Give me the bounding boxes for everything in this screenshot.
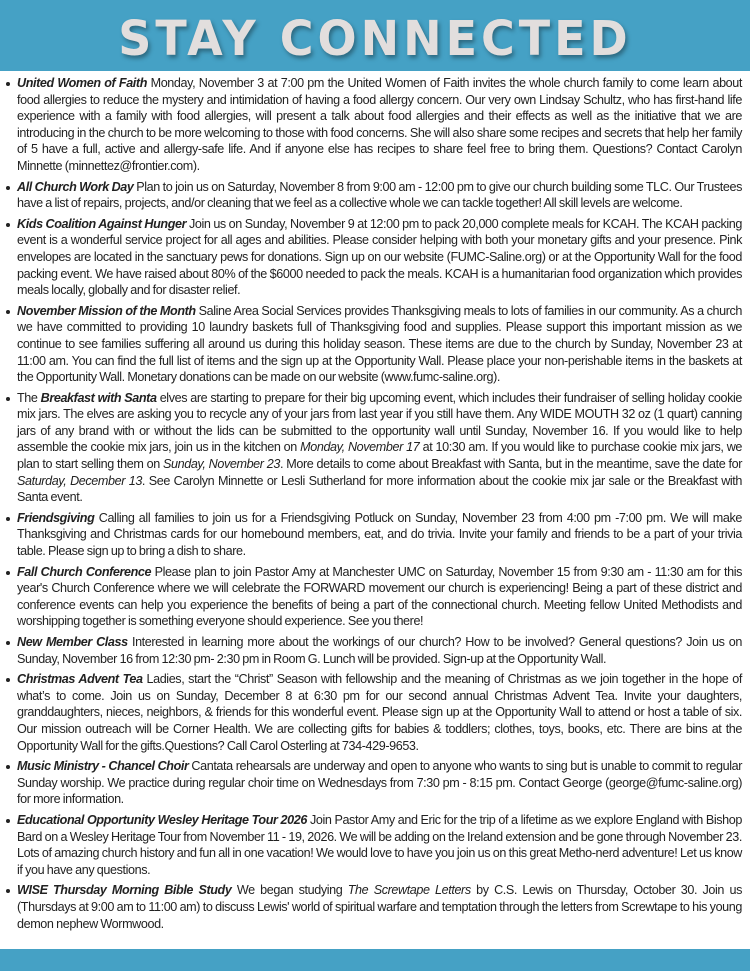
item-title: Fall Church Conference (17, 564, 152, 579)
announcement-item (17, 179, 742, 212)
item-title: November Mission of the Month (17, 303, 196, 318)
item-title: WISE Thursday Morning Bible Study (17, 883, 232, 898)
item-text: Calling all families to join us for a Friendsgiving Potluck on Sunday, November 23 from 4:00 pm -7:00 pm. We will make Thanksgiving and Christmas cards for our homebound members, eat, and do trivia. Invite your family and friends to be a part of your trivia table. Please sign up to bring a dish to share. (17, 510, 742, 559)
item-text: We began studying (231, 883, 348, 898)
item-prefix: The (17, 390, 41, 405)
item-text: . See Carolyn Minnette or Lesli Sutherland for more information about the cookie mix jar sale or the Breakfast with Santa event. (17, 473, 742, 505)
item-text: Please plan to join Pastor Amy at Manchester UMC on Saturday, November 15 from 9:30 am - 11:30 am for this year's Church Conference where we will celebrate the FORWARD movement our church is experiencing! Being a part of these district and conference events can help you experience the benefits of being a part of the connectional church. Meeting fellow United Methodists and worshipping together is something everyone should experience. See you there! (17, 564, 742, 629)
page-title: STAY CONNECTED (118, 9, 632, 66)
item-text: Interested in learning more about the workings of our church? How to be involved? General questions? Join us on Sunday, November 16 from 12:30 pm- 2:30 pm in Room G. Lunch will be provided. Sign-up at the Opportunity Wall. (17, 635, 743, 666)
item-title: Friendsgiving (17, 510, 95, 525)
footer-band (0, 949, 750, 971)
announcement-item (17, 216, 742, 299)
item-title: Music Ministry - Chancel Choir (17, 759, 189, 774)
item-title: Kids Coalition Against Hunger (17, 216, 187, 231)
item-text: . More details to come about Breakfast with Santa, but in the meantime, save the date for (279, 457, 743, 472)
announcement-item (17, 882, 742, 932)
announcement-item (17, 758, 742, 808)
item-emphasis: The Screwtape Letters (347, 883, 471, 898)
item-text: Cantata rehearsals are underway and open to anyone who wants to sing but is unable to commit to regular Sunday worship. We practice during regular choir time on Wednesdays from 7:30 pm - 8:15 pm. Contact George (george@fumc-saline.org) for more information. (17, 759, 742, 807)
item-title: Christmas Advent Tea (17, 672, 143, 687)
item-emphasis: Saturday, December 13 (17, 473, 142, 488)
item-emphasis: Monday, November 17 (300, 440, 420, 455)
item-text: by C.S. Lewis on Thursday, October 30. Join us (Thursdays at 9:00 am to 11:00 am) to discuss Lewis' world of spiritual warfare and temptation through the letters from Screwtape to his young demon nephew Wormwood. (17, 883, 742, 931)
item-text: Join Pastor Amy and Eric for the trip of a lifetime as we explore England with Bishop Bard on a Wesley Heritage Tour from November 11 - 19, 2026. We will be adding on the Ireland extension and be gone through November 23. Lots of amazing church history and fun all in one vacation! We would love to have you join us on this great Metho-nerd adventure! Let us know if you have any questions. (17, 812, 742, 877)
item-text: Monday, November 3 at 7:00 pm the United Women of Faith invites the whole church family to come learn about food allergies to reduce the mystery and intimidation of having a food allergy concern. Our very own Lindsay Schultz, who has first-hand life experience with a family with food allergies, will present a talk about food allergies and their effects as well as the initiative that we are introducing in the church to be more welcoming to those with food concerns. She will also share some recipes and secrets that help her family of 5 have a full, active and allergy-safe life. And if anyone else has recipes to share feel free to bring them. Questions? Contact Carolyn Minnette (minnettez@frontier.com). (17, 76, 742, 173)
announcement-item (17, 671, 742, 754)
announcement-item (17, 564, 742, 630)
item-text: Plan to join us on Saturday, November 8 from 9:00 am - 12:00 pm to give our church building some TLC. Our Trustees have a list of repairs, projects, and/or cleaning that we feel as a collective whole we can tackle together! All skill levels are welcome. (17, 179, 743, 211)
item-text: Ladies, start the “Christ” Season with fellowship and the meaning of Christmas as we join together in the hope of what’s to come. Join us on Sunday, December 8 at 6:30 pm for our second annual Christmas Advent Tea. Invite your daughters, granddaughters, nieces, neighbors, & friends for this wonderful event. Please sign up at the Opportunity Wall to attend or host a table of six. Our mission outreach will be Corner Health. We are collecting gifts for babies & toddlers; clothes, toys, books, etc. There are bins at the Opportunity Wall for the gifts.Questions? Call Carol Osterling at 734-429-9653. (17, 672, 742, 753)
item-text: elves are starting to prepare for their big upcoming event, which includes their fundraiser of selling holiday cookie mix jars. The elves are asking you to recycle any of your jars from last year if you still have them. Any WIDE MOUTH 32 oz (1 quart) canning jars of any brand with or without the lids can be submitted to the opportunity wall until Sunday, November 16. If you would like to help assemble the cookie mix jars, join us in the kitchen on (17, 390, 742, 455)
announcement-item (17, 303, 742, 386)
item-text: Saline Area Social Services provides Thanksgiving meals to lots of families in our community. As a church we have committed to providing 10 laundry baskets full of Thanksgiving food and supplies. Please support this important mission as we continue to see families suffering all around us during this holiday season. These items are due to the church by Sunday, November 23 at 11:00 am. You can find the full list of items and the sign up at the Opportunity Wall. Please place your non-perishable items in the baskets at the Opportunity Wall. Monetary donations can be made on our website (www.fumc-saline.org). (17, 303, 742, 385)
announcement-item (17, 812, 742, 878)
item-text: Join us on Sunday, November 9 at 12:00 pm to pack 20,000 complete meals for KCAH. The KCAH packing event is a wonderful service project for all ages and abilities. Please consider helping with both your monetary gifts and your presence. Pink envelopes are located in the sanctuary pews for donations. Sign up on our website (FUMC-Saline.org) or at the Opportunity Wall for the food packing event. We have raised about 80% of the $6000 needed to pack the meals. KCAH is a humanitarian food organization which provides meals locally, globally and for disaster relief. (17, 216, 742, 298)
item-title: Educational Opportunity Wesley Heritage Tour 2026 (17, 812, 307, 827)
item-title: Breakfast with Santa (40, 390, 157, 405)
item-text: at 10:30 am. If you would like to purchase cookie mix jars, we plan to start selling them on (17, 440, 742, 472)
announcement-item (17, 510, 742, 560)
announcement-item (17, 390, 742, 506)
item-title: New Member Class (17, 635, 128, 649)
header-banner (0, 0, 750, 71)
item-title: All Church Work Day (17, 179, 134, 194)
item-title: United Women of Faith (17, 76, 147, 90)
item-emphasis: Sunday, November 23 (163, 457, 280, 472)
announcement-item (17, 75, 742, 175)
announcement-item (17, 634, 742, 667)
announcement-list (0, 75, 742, 936)
